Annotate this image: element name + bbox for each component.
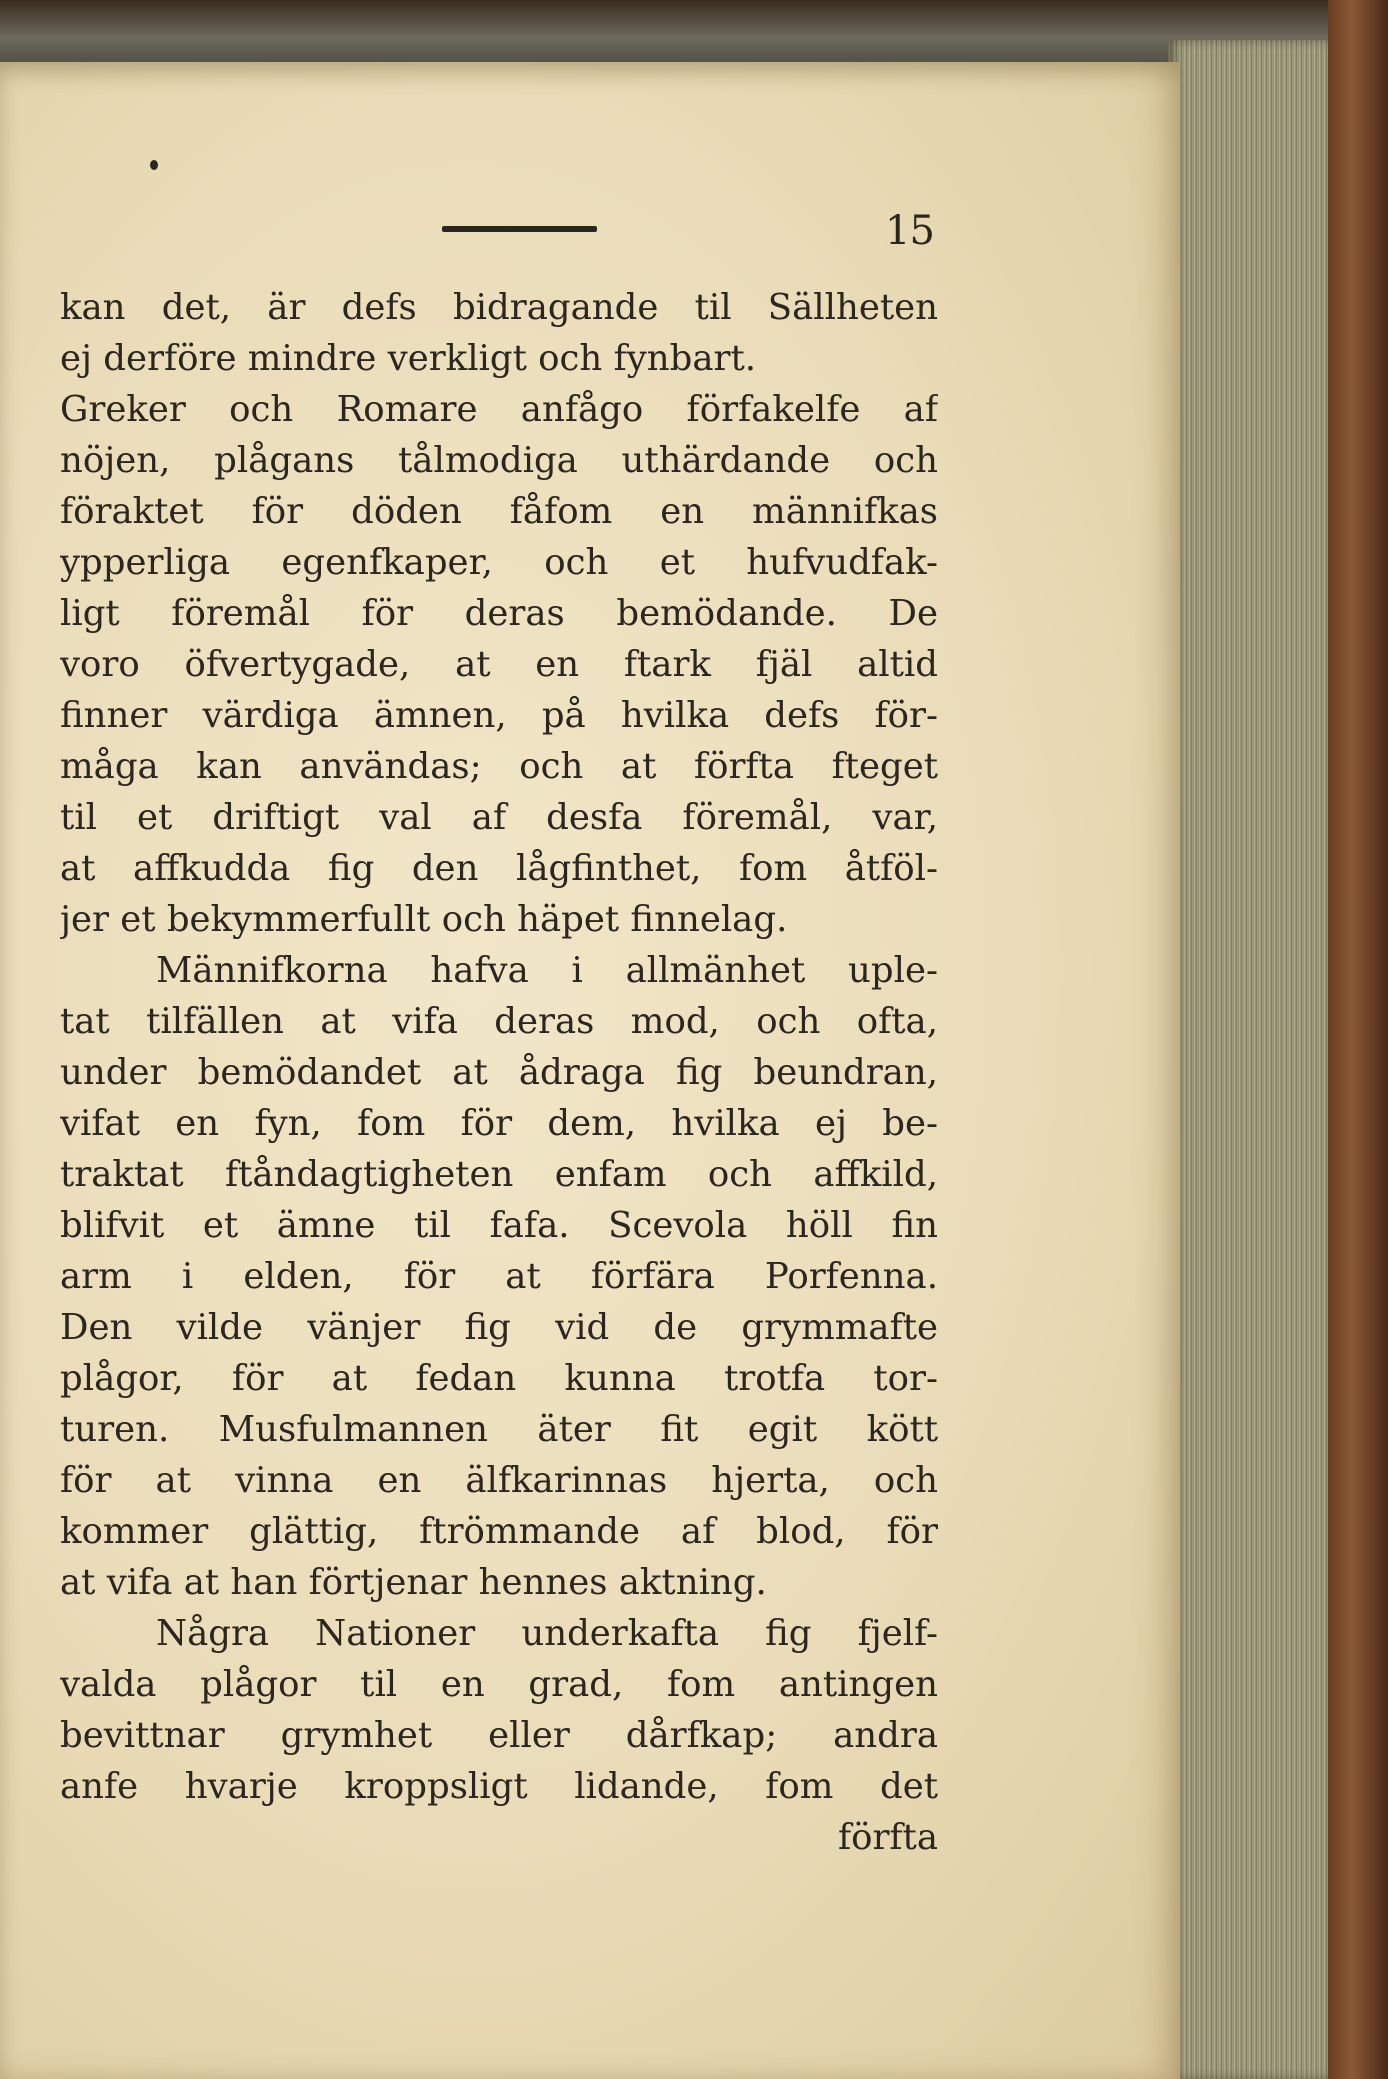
text-line: ypperliga egenfkaper, och et hufvudfak- <box>60 542 938 583</box>
text-line: arm i elden, för at förfära Porfenna. <box>60 1256 938 1297</box>
text-line: turen. Musfulmannen äter fit egit kött <box>60 1409 938 1450</box>
text-line: Greker och Romare anfågo förfakelfe af <box>60 389 938 430</box>
text-line: traktat ftåndagtigheten enfam och affkild, <box>60 1154 938 1195</box>
text-line: anfe hvarje kroppsligt lidande, fom det <box>60 1766 938 1807</box>
text-line: jer et bekymmerfullt och häpet finnelag. <box>60 899 788 940</box>
text-line: måga kan användas; och at förfta fteget <box>60 746 938 787</box>
text-line: kan det, är defs bidragande til Sällheten <box>60 287 938 328</box>
text-line: under bemödandet at ådraga fig beundran, <box>60 1052 938 1093</box>
text-line: nöjen, plågans tålmodiga uthärdande och <box>60 440 938 481</box>
body-text <box>60 282 938 1863</box>
book-binding <box>1328 0 1388 2079</box>
text-line: för at vinna en älfkarinnas hjerta, och <box>60 1460 938 1501</box>
text-line: Den vilde vänjer fig vid de grymmafte <box>60 1307 938 1348</box>
text-line: Männifkorna hafva i allmänhet uple- <box>156 950 938 991</box>
text-line: voro öfvertygade, at en ftark fjäl altid <box>60 644 938 685</box>
text-line: blifvit et ämne til fafa. Scevola höll fin <box>60 1205 938 1246</box>
header-rule <box>442 226 597 232</box>
catchword: förfta <box>837 1817 938 1858</box>
page-number: 15 <box>885 208 934 254</box>
text-line: at affkudda fig den lågfinthet, fom åtföl- <box>60 848 938 889</box>
text-line: Några Nationer underkafta fig fjelf- <box>156 1613 938 1654</box>
text-line: tat tilfällen at vifa deras mod, och ofta, <box>60 1001 938 1042</box>
text-line: finner värdiga ämnen, på hvilka defs för- <box>60 695 938 736</box>
ink-speck <box>150 160 158 170</box>
text-line: ej derföre mindre verkligt och fynbart. <box>60 338 757 379</box>
text-line: plågor, för at fedan kunna trotfa tor- <box>60 1358 938 1399</box>
text-line: bevittnar grymhet eller dårfkap; andra <box>60 1715 938 1756</box>
text-line: at vifa at han förtjenar hennes aktning. <box>60 1562 767 1603</box>
text-line: valda plågor til en grad, fom antingen <box>60 1664 938 1705</box>
text-line: vifat en fyn, fom för dem, hvilka ej be- <box>60 1103 938 1144</box>
fore-edge-pages <box>1168 40 1328 2079</box>
text-line: ligt föremål för deras bemödande. De <box>60 593 938 634</box>
text-line: til et driftigt val af desfa föremål, var, <box>60 797 938 838</box>
text-line: föraktet för döden fåfom en männifkas <box>60 491 938 532</box>
text-line: kommer glättig, ftrömmande af blod, för <box>60 1511 938 1552</box>
